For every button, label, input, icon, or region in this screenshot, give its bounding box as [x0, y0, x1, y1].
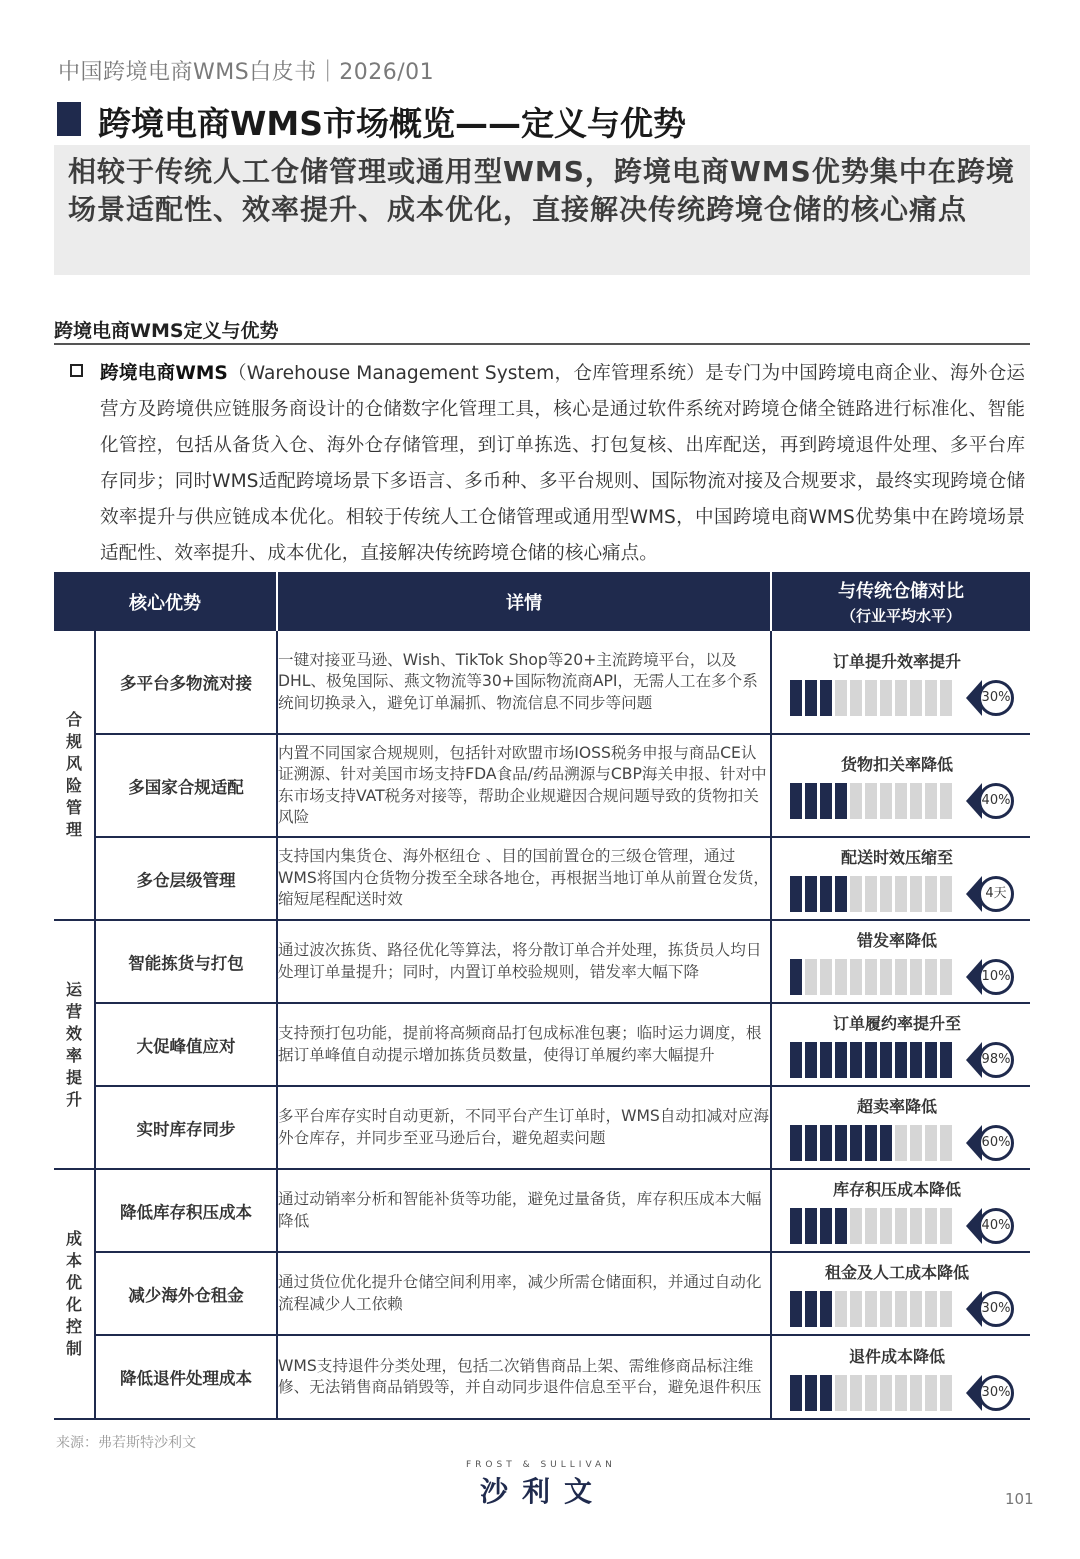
metric-gauge: [772, 781, 1030, 821]
gauge-bars: [790, 1291, 952, 1327]
gauge-segment: [805, 783, 817, 819]
detail-cell: WMS支持退件分类处理，包括二次销售商品上架、需维修商品标注维修、无法销售商品销毁等，并自动同步退件信息至平台，避免退件积压: [277, 1335, 771, 1419]
metric-label: 订单履约率提升至: [832, 1014, 961, 1033]
gauge-segment: [805, 1208, 817, 1244]
gauge-segment: [925, 1375, 937, 1411]
compare-cell: [771, 920, 1030, 1003]
gauge-bars: [790, 1042, 952, 1078]
gauge-bars: [790, 959, 952, 995]
metric-gauge: [772, 1373, 1030, 1413]
gauge-segment: [865, 959, 877, 995]
gauge-segment: [850, 1291, 862, 1327]
page-number: 101: [1005, 1490, 1034, 1508]
gauge-segment: [835, 1125, 847, 1161]
gauge-segment: [820, 1375, 832, 1411]
gauge-segment: [820, 1208, 832, 1244]
gauge-segment: [910, 1042, 922, 1078]
header-compare-title: 与传统仓储对比: [838, 581, 964, 602]
metric-value-badge: 98%: [978, 1042, 1014, 1078]
advantage-cell: 多国家合规适配: [95, 734, 277, 837]
gauge-segment: [790, 1125, 802, 1161]
header-detail: 详情: [277, 572, 771, 631]
summary-text: 相较于传统人工仓储管理或通用型WMS，跨境电商WMS优势集中在跨境场景适配性、效率提升、成本优化，直接解决传统跨境仓储的核心痛点: [68, 155, 1015, 226]
detail-cell: 支持预打包功能，提前将高频商品打包成标准包裹；临时运力调度，根据订单峰值自动提示增加拣货员数量，使得订单履约率大幅提升: [277, 1003, 771, 1086]
metric-value-badge: 30%: [978, 1291, 1014, 1327]
gauge-segment: [820, 1291, 832, 1327]
metric-label: 配送时效压缩至: [840, 848, 953, 867]
detail-cell: 内置不同国家合规规则，包括针对欧盟市场IOSS税务申报与商品CE认证溯源、针对美国市场支持FDA食品/药品溯源与CBP海关申报、针对中东市场支持VAT税务对接等，帮助企业规避因合规问题导致的货物扣关风险: [277, 734, 771, 837]
gauge-segment: [790, 1291, 802, 1327]
document-header: 中国跨境电商WMS白皮书｜2026/01: [58, 60, 435, 85]
gauge-segment: [820, 959, 832, 995]
gauge-segment: [940, 1125, 952, 1161]
metric-value-badge: 30%: [978, 680, 1014, 716]
detail-cell: 一键对接亚马逊、Wish、TikTok Shop等20+主流跨境平台，以及DHL、极兔国际、燕文物流等30+国际物流商API，无需人工在多个系统间切换录入，避免订单漏抓、物流信息不同步等问题: [277, 631, 771, 734]
gauge-segment: [925, 783, 937, 819]
metric-label: 库存积压成本降低: [832, 1180, 961, 1199]
gauge-segment: [805, 680, 817, 716]
metric-label: 退件成本降低: [848, 1346, 945, 1366]
compare-cell: [771, 1252, 1030, 1335]
gauge-segment: [835, 1291, 847, 1327]
gauge-segment: [790, 1375, 802, 1411]
metric-gauge: [772, 1040, 1030, 1080]
gauge-segment: [925, 959, 937, 995]
gauge-segment: [865, 680, 877, 716]
gauge-segment: [820, 680, 832, 716]
title-accent-bar: [57, 102, 81, 136]
detail-cell: 通过动销率分析和智能补货等功能，避免过量备货，库存积压成本大幅降低: [277, 1169, 771, 1252]
advantages-table: [54, 572, 1030, 1420]
checkbox-bullet-icon: [70, 364, 83, 377]
gauge-segment: [790, 876, 802, 912]
gauge-segment: [895, 1042, 907, 1078]
gauge-segment: [910, 1375, 922, 1411]
metric-value-badge: 4天: [978, 876, 1014, 912]
gauge-segment: [940, 876, 952, 912]
intro-bold-term: 跨境电商WMS: [100, 363, 228, 384]
gauge-segment: [790, 680, 802, 716]
gauge-segment: [790, 783, 802, 819]
metric-value-badge: 30%: [978, 1375, 1014, 1411]
advantage-cell: 多平台多物流对接: [95, 631, 277, 734]
table-row: [54, 837, 1030, 920]
group-label: 运营效率提升: [65, 979, 82, 1109]
gauge-bars: [790, 1125, 952, 1161]
gauge-segment: [865, 1291, 877, 1327]
gauge-segment: [790, 1208, 802, 1244]
advantage-cell: 实时库存同步: [95, 1086, 277, 1169]
gauge-segment: [835, 1375, 847, 1411]
gauge-segment: [925, 1125, 937, 1161]
gauge-segment: [895, 1291, 907, 1327]
gauge-segment: [910, 680, 922, 716]
table-row: [54, 734, 1030, 837]
gauge-segment: [895, 1208, 907, 1244]
gauge-segment: [865, 876, 877, 912]
gauge-segment: [865, 1042, 877, 1078]
metric-label: 货物扣关率降低: [840, 755, 953, 774]
gauge-segment: [835, 876, 847, 912]
table-row: [54, 1086, 1030, 1169]
intro-paragraph: [100, 356, 1025, 572]
metric-label: 错发率降低: [856, 931, 937, 950]
table-row: [54, 1003, 1030, 1086]
compare-cell: [771, 1335, 1030, 1419]
page-title: 跨境电商WMS市场概览——定义与优势: [98, 104, 687, 143]
compare-cell: [771, 1169, 1030, 1252]
metric-value-badge: 60%: [978, 1125, 1014, 1161]
metric-value-badge: 40%: [978, 783, 1014, 819]
gauge-segment: [850, 783, 862, 819]
gauge-segment: [895, 876, 907, 912]
advantage-cell: 智能拣货与打包: [95, 920, 277, 1003]
metric-value-badge: 10%: [978, 959, 1014, 995]
metric-gauge: [772, 1123, 1030, 1163]
gauge-segment: [865, 1208, 877, 1244]
gauge-bars: [790, 680, 952, 716]
table-row: [54, 1169, 1030, 1252]
compare-cell: [771, 837, 1030, 920]
gauge-segment: [910, 1208, 922, 1244]
group-label: 合规风险管理: [65, 710, 82, 839]
gauge-segment: [835, 1208, 847, 1244]
gauge-segment: [925, 1291, 937, 1327]
gauge-segment: [910, 1291, 922, 1327]
gauge-segment: [880, 783, 892, 819]
metric-value-badge: 40%: [978, 1208, 1014, 1244]
gauge-segment: [940, 1375, 952, 1411]
gauge-segment: [940, 680, 952, 716]
gauge-segment: [850, 1375, 862, 1411]
group-label: 成本优化控制: [65, 1229, 82, 1358]
gauge-segment: [835, 959, 847, 995]
gauge-segment: [820, 876, 832, 912]
advantage-cell: 降低退件处理成本: [95, 1335, 277, 1419]
gauge-segment: [835, 1042, 847, 1078]
gauge-segment: [850, 959, 862, 995]
gauge-segment: [820, 1042, 832, 1078]
gauge-segment: [940, 783, 952, 819]
gauge-segment: [910, 959, 922, 995]
advantage-cell: 减少海外仓租金: [95, 1252, 277, 1335]
gauge-segment: [880, 1208, 892, 1244]
summary-box: [54, 145, 1030, 275]
gauge-segment: [910, 876, 922, 912]
gauge-segment: [850, 876, 862, 912]
metric-gauge: [772, 957, 1030, 997]
gauge-segment: [820, 783, 832, 819]
gauge-segment: [925, 876, 937, 912]
gauge-segment: [940, 1208, 952, 1244]
group-cell: [54, 1169, 95, 1419]
metric-gauge: [772, 874, 1030, 914]
gauge-segment: [850, 1125, 862, 1161]
gauge-segment: [940, 1291, 952, 1327]
gauge-segment: [850, 1208, 862, 1244]
gauge-segment: [880, 959, 892, 995]
compare-cell: [771, 631, 1030, 734]
gauge-segment: [790, 959, 802, 995]
gauge-segment: [850, 1042, 862, 1078]
header-advantage: 核心优势: [54, 572, 277, 631]
gauge-segment: [820, 1125, 832, 1161]
section-divider: [54, 343, 1030, 345]
group-cell: [54, 631, 95, 920]
source-note: 来源：弗若斯特沙利文: [56, 1435, 196, 1451]
table-row: [54, 1335, 1030, 1419]
gauge-segment: [895, 783, 907, 819]
gauge-segment: [805, 959, 817, 995]
advantage-cell: 降低库存积压成本: [95, 1169, 277, 1252]
gauge-segment: [835, 680, 847, 716]
advantage-cell: 多仓层级管理: [95, 837, 277, 920]
gauge-segment: [865, 1125, 877, 1161]
gauge-segment: [850, 680, 862, 716]
advantage-cell: 大促峰值应对: [95, 1003, 277, 1086]
gauge-segment: [880, 876, 892, 912]
gauge-bars: [790, 783, 952, 819]
gauge-segment: [940, 1042, 952, 1078]
group-cell: [54, 920, 95, 1169]
gauge-segment: [895, 1375, 907, 1411]
gauge-segment: [880, 1125, 892, 1161]
compare-cell: [771, 734, 1030, 837]
gauge-segment: [835, 783, 847, 819]
metric-gauge: [772, 678, 1030, 718]
gauge-segment: [895, 680, 907, 716]
table-row: [54, 631, 1030, 734]
metric-label: 订单提升效率提升: [832, 651, 961, 671]
detail-cell: 通过波次拣货、路径优化等算法，将分散订单合并处理，拣货员人均日处理订单量提升；同时，内置订单校验规则，错发率大幅下降: [277, 920, 771, 1003]
logo-chinese: 沙利文: [480, 1475, 607, 1508]
table-header-row: [54, 572, 1030, 631]
gauge-segment: [805, 1042, 817, 1078]
header-compare-sub: （行业平均水平）: [840, 607, 961, 625]
gauge-segment: [895, 959, 907, 995]
gauge-bars: [790, 876, 952, 912]
section-title: 跨境电商WMS定义与优势: [54, 320, 279, 342]
header-compare: [771, 572, 1030, 631]
compare-cell: [771, 1003, 1030, 1086]
gauge-segment: [805, 876, 817, 912]
gauge-bars: [790, 1208, 952, 1244]
intro-text: （Warehouse Management System，仓库管理系统）是专门为中国跨境电商企业、海外仓运营方及跨境供应链服务商设计的仓储数字化管理工具，核心是通过软件系统对跨境仓储全链路进行标准化、智能化管控，包括从备货入仓、海外仓存储管理，到订单拣选、打包复核、出库配送，再到跨境退件处理、多平台库存同步；同时WMS适配跨境场景下多语言、多币种、多平台规则、国际物流对接及合规要求，最终实现跨境仓储效率提升与供应链成本优化。相较于传统人工仓储管理或通用型WMS，中国跨境电商WMS优势集中在跨境场景适配性、效率提升、成本优化，直接解决传统跨境仓储的核心痛点。: [100, 363, 1026, 564]
compare-cell: [771, 1086, 1030, 1169]
metric-gauge: [772, 1289, 1030, 1329]
gauge-segment: [805, 1375, 817, 1411]
gauge-segment: [880, 1375, 892, 1411]
gauge-segment: [895, 1125, 907, 1161]
gauge-bars: [790, 1375, 952, 1411]
gauge-segment: [910, 1125, 922, 1161]
detail-cell: 通过货位优化提升仓储空间利用率，减少所需仓储面积，并通过自动化流程减少人工依赖: [277, 1252, 771, 1335]
detail-cell: 支持国内集货仓、海外枢纽仓 、目的国前置仓的三级仓管理，通过WMS将国内仓货物分拨至全球各地仓，再根据当地订单从前置仓发货，缩短尾程配送时效: [277, 837, 771, 920]
gauge-segment: [910, 783, 922, 819]
detail-cell: 多平台库存实时自动更新，不同平台产生订单时，WMS自动扣减对应海外仓库存，并同步至亚马逊后台，避免超卖问题: [277, 1086, 771, 1169]
metric-label: 租金及人工成本降低: [824, 1263, 969, 1282]
gauge-segment: [925, 1042, 937, 1078]
metric-gauge: [772, 1206, 1030, 1246]
gauge-segment: [865, 1375, 877, 1411]
metric-label: 超卖率降低: [856, 1097, 937, 1116]
gauge-segment: [880, 680, 892, 716]
gauge-segment: [940, 959, 952, 995]
gauge-segment: [925, 680, 937, 716]
gauge-segment: [880, 1291, 892, 1327]
gauge-segment: [925, 1208, 937, 1244]
table-row: [54, 920, 1030, 1003]
gauge-segment: [880, 1042, 892, 1078]
gauge-segment: [790, 1042, 802, 1078]
gauge-segment: [805, 1125, 817, 1161]
gauge-segment: [865, 783, 877, 819]
logo-wordmark: FROST & SULLIVAN: [466, 1460, 616, 1470]
table-row: [54, 1252, 1030, 1335]
gauge-segment: [805, 1291, 817, 1327]
